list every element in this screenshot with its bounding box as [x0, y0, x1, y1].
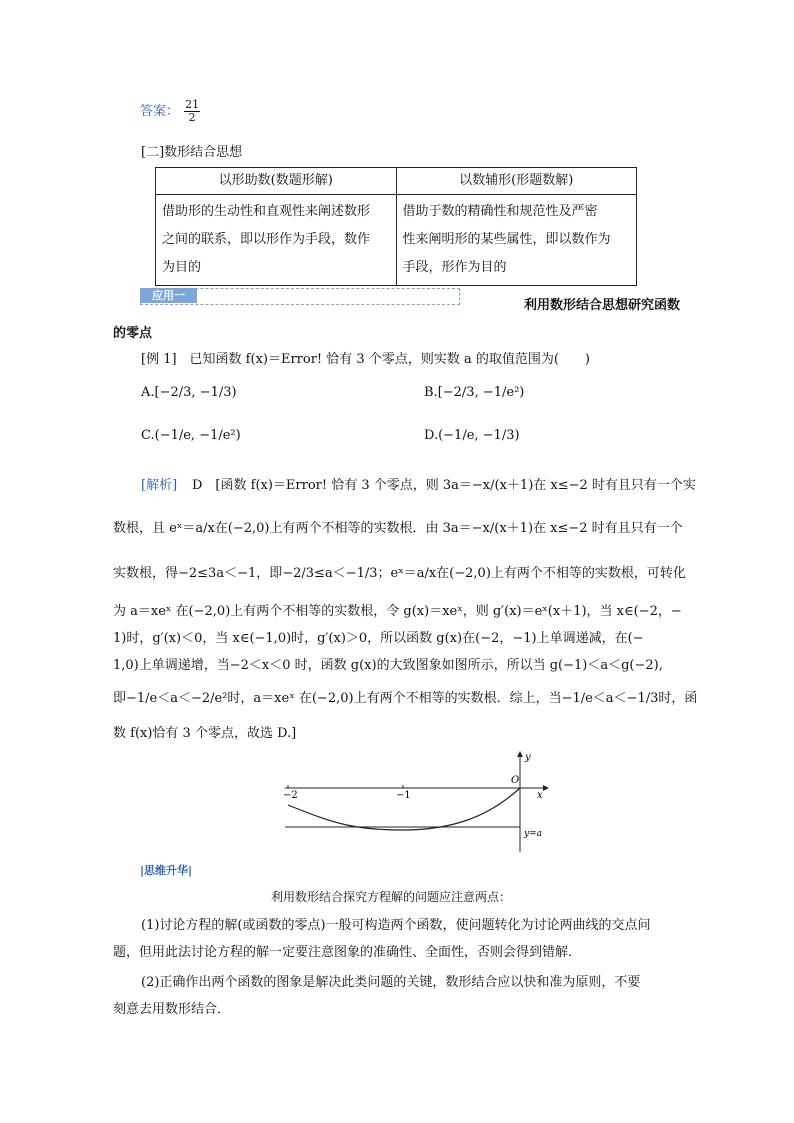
option-c-text: (−1/e, −1/e²) [154, 428, 241, 443]
answer-numerator: 21 [185, 98, 200, 111]
cell-line: 借助于数的精确性和规范性及严密 [402, 204, 598, 219]
solution-line-6: 1,0)上单调递增，当−2＜x＜0 时，函数 g(x)的大致图象如图所示，所以当 g(−1)＜a＜g(−2), [113, 658, 663, 673]
solution-line-2: 数根，且 eˣ＝a/x在(−2,0)上有两个不相等的实数根．由 3a＝−x/(x＋1)在 x≤−2 时有且只有一个 [113, 521, 683, 536]
solution-line-8: 数 f(x)恰有 3 个零点，故选 D.] [113, 726, 297, 741]
cell-line: 手段，形作为目的 [402, 260, 507, 275]
solution-line-3: 实数根，得−2≤3a＜−1，即−2/3≤a＜−1/3；eˣ＝a/x在(−2,0)上有两个不相等的实数根，可转化 [113, 566, 686, 581]
section-title: [二]数形结合思想 [141, 145, 243, 160]
summary-p2-line2: 刻意去用数形结合． [113, 1002, 231, 1017]
answer-denominator: 2 [188, 111, 196, 124]
label-line: y=a [524, 829, 542, 839]
x-axis-arrow [543, 785, 549, 791]
option-d [424, 428, 520, 443]
option-b [424, 385, 524, 400]
option-d-text: (−1/e, −1/3) [438, 428, 520, 443]
table-header-1: 以形助数(数题形解) [156, 168, 397, 195]
application-title-cont: 的零点 [113, 326, 153, 341]
option-d-label: D. [424, 428, 439, 443]
table-cell-1 [156, 195, 397, 286]
summary-badge: |思维升华| [140, 864, 193, 877]
summary-title: 利用数形结合探究方程解的问题应注意两点： [271, 890, 512, 904]
y-axis-arrow [517, 751, 523, 757]
label-x: x [537, 790, 543, 801]
option-a-text: [−2/3, −1/3) [154, 385, 237, 400]
cell-line: 之间的联系，即以形作为手段，数作 [162, 232, 371, 247]
table-cell-2 [396, 195, 637, 286]
summary-p1-line1: (1)讨论方程的解(或函数的零点)一般可构造两个函数，使问题转化为讨论两曲线的交点问 [141, 918, 651, 933]
label-origin: O [511, 775, 520, 786]
cell-line: 为目的 [162, 260, 202, 275]
answer-fraction [184, 99, 200, 124]
label-neg2: −2 [283, 790, 298, 801]
application-tag: 应用一 [140, 288, 197, 303]
option-c [141, 428, 241, 443]
solution-line-4: 为 a＝xeˣ 在(−2,0)上有两个不相等的实数根，令 g(x)＝xeˣ，则 g′(x)＝eˣ(x＋1)，当 x∈(−2，− [113, 604, 682, 619]
option-b-text: [−2/3, −1/e²) [437, 385, 525, 400]
cell-line: 性来阐明形的某些属性，即以数作为 [402, 232, 611, 247]
solution-line-1: D [函数 f(x)＝Error! 恰有 3 个零点，则 3a＝−x/(x＋1)在 x≤−2 时有且只有一个实 [192, 478, 696, 493]
option-c-label: C. [141, 428, 155, 443]
solution-line-5: 1)时，g′(x)＜0，当 x∈(−1,0)时，g′(x)＞0，所以函数 g(x)在(−2，−1)上单调递减，在(− [113, 631, 644, 646]
label-y: y [525, 752, 531, 763]
table-header-2: 以数辅形(形题数解) [396, 168, 637, 195]
answer-line [140, 99, 201, 124]
summary-p2-line1: (2)正确作出两个函数的图象是解决此类问题的关键，数形结合应以快和准为原则，不要 [141, 975, 641, 990]
summary-p1-line2: 题，但用此法讨论方程的解一定要注意图象的准确性、全面性，否则会得到错解． [113, 945, 582, 960]
answer-label: 答案： [140, 104, 180, 119]
comparison-table [155, 167, 637, 286]
function-graph [275, 750, 550, 855]
option-a-label: A. [141, 385, 155, 400]
label-neg1: −1 [396, 790, 411, 801]
solution-label: [解析] [141, 478, 178, 493]
application-title: 利用数形结合思想研究函数 [523, 298, 680, 313]
cell-line: 借助形的生动性和直观性来阐述数形 [162, 204, 371, 219]
example-stem: [例 1] 已知函数 f(x)＝Error! 恰有 3 个零点，则实数 a 的取值范围为( ) [141, 352, 590, 367]
option-a [141, 385, 237, 400]
option-b-label: B. [424, 385, 438, 400]
solution-line-7: 即−1/e＜a＜−2/e²时，a＝xeˣ 在(−2,0)上有两个不相等的实数根．综上，当−1/e＜a＜−1/3时，函 [113, 691, 698, 706]
